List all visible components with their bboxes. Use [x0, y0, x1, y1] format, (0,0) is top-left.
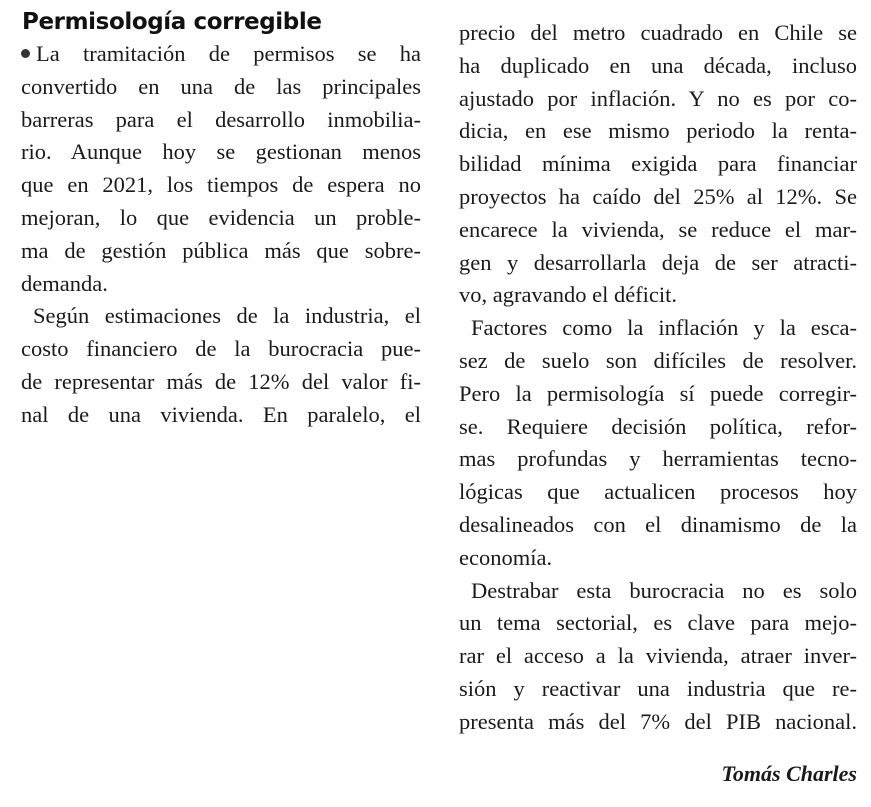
text-line: mejoran, lo que evidencia un proble- — [21, 204, 421, 230]
text-line: vo, agravando el déficit. — [459, 282, 678, 308]
text-line: demanda. — [21, 270, 108, 296]
text-line: dicia, en ese mismo periodo la renta- — [459, 118, 857, 144]
text-line: barreras para el desarrollo inmobilia- — [21, 106, 421, 132]
text-line: Destrabar esta burocracia no es solo — [471, 577, 857, 603]
text-line: precio del metro cuadrado en Chile se — [459, 20, 857, 45]
right-column — [459, 0, 857, 786]
text-line: economía. — [459, 544, 553, 570]
text-line: rar el acceso a la vivienda, atraer inver- — [459, 643, 857, 669]
text-line: ha duplicado en una década, incluso — [459, 52, 857, 78]
text-line: Factores como la inflación y la esca- — [471, 315, 857, 341]
text-line: ajustado por inflación. Y no es por co- — [459, 85, 857, 111]
text-line: Pero la permisología sí puede corregir- — [459, 380, 857, 406]
text-line: Según estimaciones de la industria, el — [33, 303, 421, 329]
text-line: presenta más del 7% del PIB nacional. — [459, 708, 857, 734]
text-line: lógicas que actualicen procesos hoy — [459, 479, 857, 505]
left-column-body — [21, 38, 421, 432]
text-line: que en 2021, los tiempos de espera no — [21, 172, 421, 198]
article-title: Permisología corregible — [22, 9, 322, 35]
text-line: costo financiero de la burocracia pue- — [21, 336, 421, 362]
text-line — [21, 38, 421, 71]
bullet-icon — [21, 49, 30, 58]
left-column — [21, 0, 421, 432]
text-line: sión y reactivar una industria que re- — [459, 675, 857, 701]
text-line: sez de suelo son difíciles de resolver. — [459, 347, 857, 373]
text-line: de representar más de 12% del valor fi- — [21, 368, 421, 394]
text-line: desalineados con el dinamismo de la — [459, 511, 857, 537]
text-line: un tema sectorial, es clave para mejo- — [459, 610, 857, 636]
text-line: encarece la vivienda, se reduce el mar- — [459, 216, 857, 242]
text-line: se. Requiere decisión política, refor- — [459, 413, 857, 439]
text-line: convertido en una de las principales — [21, 73, 421, 99]
text-line: ma de gestión pública más que sobre- — [21, 237, 421, 263]
text-line-content: La tramitación de permisos se ha — [36, 41, 421, 66]
text-line: gen y desarrollarla deja de ser atracti- — [459, 249, 857, 275]
right-column-body — [459, 17, 857, 739]
text-line: rio. Aunque hoy se gestionan menos — [21, 139, 421, 165]
text-line: bilidad mínima exigida para financiar — [459, 151, 857, 177]
author-signature: Tomás Charles — [721, 761, 857, 786]
text-line: mas profundas y herramientas tecno- — [459, 446, 857, 472]
text-line: proyectos ha caído del 25% al 12%. Se — [459, 183, 857, 209]
text-line: nal de una vivienda. En paralelo, el — [21, 401, 421, 427]
